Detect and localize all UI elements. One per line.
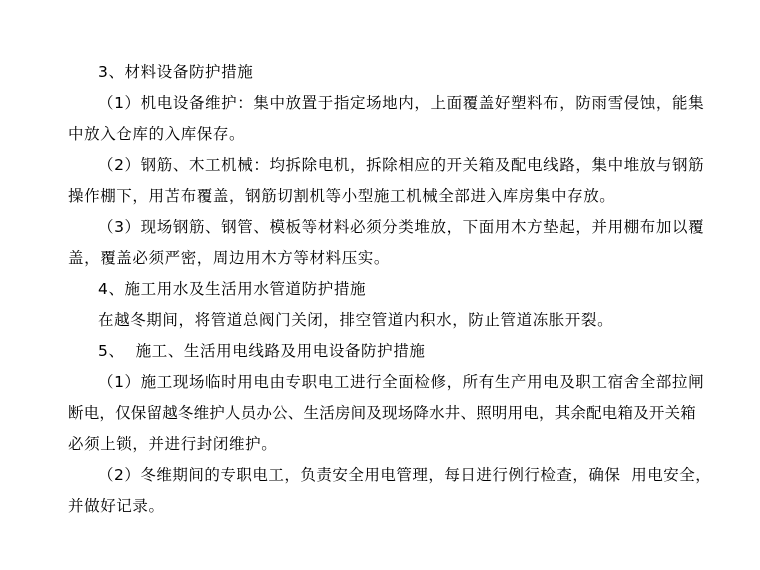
paragraph-line: 断电，仅保留越冬维护人员办公、生活房间及现场降水井、照明用电，其余配电箱及开关箱 xyxy=(68,404,697,422)
paragraph-line: （2）钢筋、木工机械：均拆除电机，拆除相应的开关箱及配电线路，集中堆放与钢筋 xyxy=(98,156,705,174)
paragraph-line: 中放入仓库的入库保存。 xyxy=(68,125,246,143)
paragraph-line: （2）冬维期间的专职电工，负责安全用电管理，每日进行例行检查，确保 用电安全， xyxy=(98,466,712,484)
paragraph-line: 必须上锁，并进行封闭维护。 xyxy=(68,435,278,453)
section-heading-4: 4、施工用水及生活用水管道防护措施 xyxy=(98,280,367,298)
paragraph-line: 盖，覆盖必须严密，周边用木方等材料压实。 xyxy=(68,249,391,267)
section-heading-3: 3、材料设备防护措施 xyxy=(98,63,254,81)
paragraph-line: （1）机电设备维护：集中放置于指定场地内，上面覆盖好塑料布，防雨雪侵蚀，能集 xyxy=(98,94,705,112)
paragraph-line: 在越冬期间，将管道总阀门关闭，排空管道内积水，防止管道冻胀开裂。 xyxy=(98,311,614,329)
paragraph-line: 并做好记录。 xyxy=(68,497,165,515)
paragraph-line: （1）施工现场临时用电由专职电工进行全面检修，所有生产用电及职工宿舍全部拉闸 xyxy=(98,373,705,391)
paragraph-line: 操作棚下，用苫布覆盖，钢筋切割机等小型施工机械全部进入库房集中存放。 xyxy=(68,187,616,205)
section-heading-5: 5、 施工、生活用电线路及用电设备防护措施 xyxy=(98,342,426,360)
paragraph-line: （3）现场钢筋、钢管、模板等材料必须分类堆放，下面用木方垫起，并用棚布加以覆 xyxy=(98,218,705,236)
